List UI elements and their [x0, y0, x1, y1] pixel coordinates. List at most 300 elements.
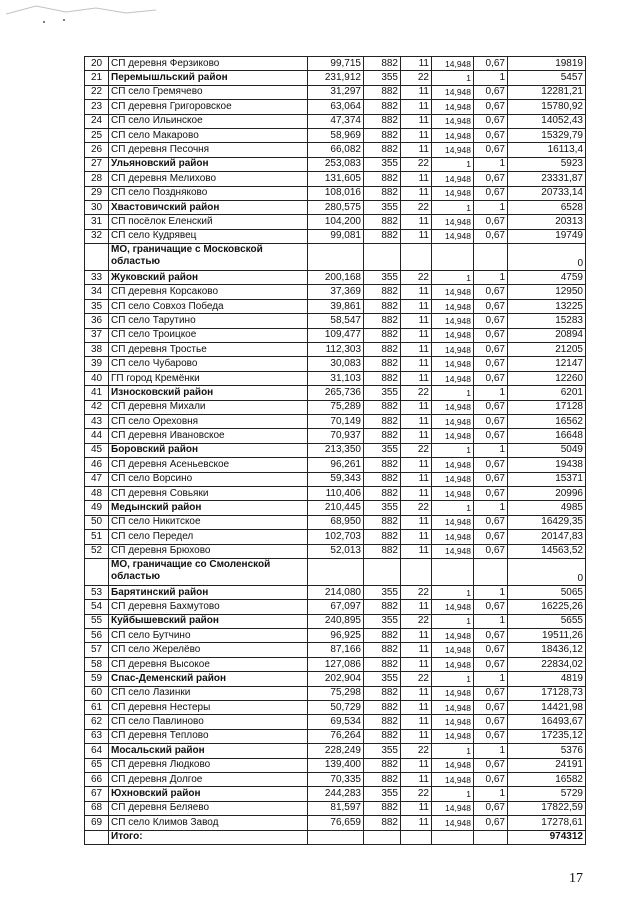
table-row	[85, 672, 586, 686]
cell-a: 99,081	[308, 229, 364, 243]
cell-total: 20996	[508, 486, 586, 500]
cell-a: 131,605	[308, 172, 364, 186]
cell-b: 355	[364, 672, 401, 686]
row-number: 24	[85, 114, 109, 128]
cell-c: 11	[401, 801, 432, 815]
row-number: 29	[85, 186, 109, 200]
row-name: СП село Павлиново	[109, 715, 308, 729]
cell-d: 14,948	[432, 486, 474, 500]
cell-total: 12147	[508, 357, 586, 371]
cell-c: 22	[401, 386, 432, 400]
cell-e: 0,67	[474, 758, 508, 772]
row-name: СП деревня Асеньевское	[109, 458, 308, 472]
cell-a: 200,168	[308, 271, 364, 285]
cell-e: 0,67	[474, 328, 508, 342]
cell-d: 14,948	[432, 357, 474, 371]
cell-b: 882	[364, 314, 401, 328]
cell-a: 231,912	[308, 71, 364, 85]
cell-e: 0,67	[474, 85, 508, 99]
cell-total: 16113,4	[508, 143, 586, 157]
cell-e: 1	[474, 386, 508, 400]
row-number: 28	[85, 172, 109, 186]
cell-b	[364, 558, 401, 585]
row-number: 35	[85, 299, 109, 313]
cell-d: 14,948	[432, 772, 474, 786]
cell-e: 0,67	[474, 544, 508, 558]
cell-c: 22	[401, 787, 432, 801]
row-name: Боровский район	[109, 443, 308, 457]
cell-total: 15329,79	[508, 128, 586, 142]
table-row	[85, 429, 586, 443]
row-name: Мосальский район	[109, 744, 308, 758]
row-number: 44	[85, 429, 109, 443]
cell-total: 17128,73	[508, 686, 586, 700]
cell-total: 0	[508, 244, 586, 271]
cell-d: 14,948	[432, 629, 474, 643]
cell-e: 0,67	[474, 114, 508, 128]
cell-e: 0,67	[474, 429, 508, 443]
total-row-num	[85, 830, 109, 844]
cell-b: 355	[364, 501, 401, 515]
row-number: 48	[85, 486, 109, 500]
row-number: 69	[85, 816, 109, 830]
row-number: 56	[85, 629, 109, 643]
cell-b: 882	[364, 343, 401, 357]
cell-d: 14,948	[432, 143, 474, 157]
cell-d: 14,948	[432, 314, 474, 328]
cell-d: 1	[432, 744, 474, 758]
cell-b: 882	[364, 128, 401, 142]
cell-e: 0,67	[474, 143, 508, 157]
table-row	[85, 343, 586, 357]
cell-d: 14,948	[432, 472, 474, 486]
row-number: 32	[85, 229, 109, 243]
cell-c: 11	[401, 57, 432, 71]
cell-total: 14563,52	[508, 544, 586, 558]
cell-c: 22	[401, 672, 432, 686]
cell-total: 14052,43	[508, 114, 586, 128]
cell-total: 15371	[508, 472, 586, 486]
row-number: 26	[85, 143, 109, 157]
row-number: 30	[85, 200, 109, 214]
cell-b: 882	[364, 229, 401, 243]
table-row	[85, 744, 586, 758]
row-name: СП деревня Михали	[109, 400, 308, 414]
cell-d: 14,948	[432, 299, 474, 313]
cell-c: 11	[401, 229, 432, 243]
cell-e: 0,67	[474, 229, 508, 243]
total-label: Итого:	[109, 830, 308, 844]
row-number: 23	[85, 100, 109, 114]
cell-d: 14,948	[432, 85, 474, 99]
row-name: СП село Ореховня	[109, 414, 308, 428]
cell-e: 0,67	[474, 701, 508, 715]
cell-d: 1	[432, 787, 474, 801]
cell-a: 213,350	[308, 443, 364, 457]
cell-total: 17822,59	[508, 801, 586, 815]
row-name: СП деревня Брюхово	[109, 544, 308, 558]
cell-b: 355	[364, 787, 401, 801]
cell-d: 14,948	[432, 229, 474, 243]
cell-a: 66,082	[308, 143, 364, 157]
row-name: СП деревня Людково	[109, 758, 308, 772]
cell-total: 23331,87	[508, 172, 586, 186]
cell-c: 11	[401, 701, 432, 715]
row-name: СП село Бутчино	[109, 629, 308, 643]
row-name: Хвастовичский район	[109, 200, 308, 214]
cell-c: 11	[401, 128, 432, 142]
table-row	[85, 501, 586, 515]
cell-e: 0,67	[474, 458, 508, 472]
cell-e: 1	[474, 443, 508, 457]
row-number: 45	[85, 443, 109, 457]
row-number: 52	[85, 544, 109, 558]
cell-a: 244,283	[308, 787, 364, 801]
row-number: 61	[85, 701, 109, 715]
row-number: 63	[85, 729, 109, 743]
row-number: 38	[85, 343, 109, 357]
row-number	[85, 558, 109, 585]
row-name: ГП город Кремёнки	[109, 371, 308, 385]
row-name: Юхновский район	[109, 787, 308, 801]
row-number: 51	[85, 530, 109, 544]
cell-a: 81,597	[308, 801, 364, 815]
cell-a: 109,477	[308, 328, 364, 342]
cell-b: 882	[364, 400, 401, 414]
table-row	[85, 215, 586, 229]
cell-a: 70,149	[308, 414, 364, 428]
cell-d: 14,948	[432, 816, 474, 830]
cell-b: 355	[364, 157, 401, 171]
cell-c: 11	[401, 643, 432, 657]
cell-b: 882	[364, 429, 401, 443]
row-number: 49	[85, 501, 109, 515]
row-number: 27	[85, 157, 109, 171]
row-name: МО, граничащие с Московской областью	[109, 244, 308, 271]
cell-c: 11	[401, 343, 432, 357]
cell-e: 0,67	[474, 215, 508, 229]
cell-e: 0,67	[474, 816, 508, 830]
row-name: СП село Макарово	[109, 128, 308, 142]
cell-c: 11	[401, 472, 432, 486]
cell-c: 11	[401, 172, 432, 186]
cell-c: 11	[401, 486, 432, 500]
cell-c: 22	[401, 614, 432, 628]
cell-e: 1	[474, 787, 508, 801]
cell-c: 11	[401, 85, 432, 99]
cell-e: 0,67	[474, 801, 508, 815]
row-number: 53	[85, 585, 109, 599]
cell-e: 0,67	[474, 299, 508, 313]
cell-a	[308, 558, 364, 585]
cell-d: 1	[432, 157, 474, 171]
cell-a: 99,715	[308, 57, 364, 71]
cell-a: 110,406	[308, 486, 364, 500]
cell-b: 882	[364, 186, 401, 200]
row-name: СП село Гремячево	[109, 85, 308, 99]
cell-e: 0,67	[474, 515, 508, 529]
table-row	[85, 686, 586, 700]
table-row	[85, 271, 586, 285]
row-name: Медынский район	[109, 501, 308, 515]
row-name: СП деревня Высокое	[109, 657, 308, 671]
row-name: СП деревня Долгое	[109, 772, 308, 786]
cell-b: 355	[364, 271, 401, 285]
row-name: СП деревня Бахмутово	[109, 600, 308, 614]
cell-e: 0,67	[474, 57, 508, 71]
cell-b: 882	[364, 530, 401, 544]
table-row	[85, 400, 586, 414]
cell-a: 75,298	[308, 686, 364, 700]
cell-total: 15780,92	[508, 100, 586, 114]
cell-b: 882	[364, 772, 401, 786]
cell-c: 22	[401, 501, 432, 515]
cell-b: 882	[364, 701, 401, 715]
table-row	[85, 114, 586, 128]
cell-c: 11	[401, 429, 432, 443]
cell-b: 355	[364, 386, 401, 400]
row-number: 36	[85, 314, 109, 328]
cell-d: 14,948	[432, 114, 474, 128]
cell-c: 11	[401, 186, 432, 200]
cell-total: 4985	[508, 501, 586, 515]
cell-total: 6201	[508, 386, 586, 400]
cell-b: 882	[364, 686, 401, 700]
cell-c: 11	[401, 299, 432, 313]
cell-a: 67,097	[308, 600, 364, 614]
cell-c: 11	[401, 357, 432, 371]
cell-e: 0,67	[474, 629, 508, 643]
cell-b: 355	[364, 744, 401, 758]
cell-c: 22	[401, 157, 432, 171]
row-number: 33	[85, 271, 109, 285]
cell-d: 1	[432, 200, 474, 214]
cell-d: 14,948	[432, 285, 474, 299]
row-number: 31	[85, 215, 109, 229]
group-header-row	[85, 244, 586, 271]
cell-a: 240,895	[308, 614, 364, 628]
row-name: СП деревня Совьяки	[109, 486, 308, 500]
cell-d: 14,948	[432, 57, 474, 71]
cell-a: 30,083	[308, 357, 364, 371]
cell-d: 14,948	[432, 400, 474, 414]
table-row	[85, 143, 586, 157]
cell-d: 1	[432, 71, 474, 85]
row-number: 65	[85, 758, 109, 772]
cell-c: 11	[401, 686, 432, 700]
row-number: 66	[85, 772, 109, 786]
cell-b: 882	[364, 357, 401, 371]
cell-d: 14,948	[432, 729, 474, 743]
cell-d: 14,948	[432, 544, 474, 558]
table-row	[85, 71, 586, 85]
cell-c	[401, 558, 432, 585]
cell-a: 127,086	[308, 657, 364, 671]
cell-e: 0,67	[474, 715, 508, 729]
cell-b: 882	[364, 215, 401, 229]
cell-total: 17235,12	[508, 729, 586, 743]
cell-c: 11	[401, 657, 432, 671]
table-row	[85, 229, 586, 243]
cell-b: 882	[364, 172, 401, 186]
cell-total: 12950	[508, 285, 586, 299]
cell-c: 11	[401, 414, 432, 428]
cell-total: 12260	[508, 371, 586, 385]
cell-total: 5065	[508, 585, 586, 599]
row-number: 64	[85, 744, 109, 758]
table-row	[85, 657, 586, 671]
table-row	[85, 157, 586, 171]
cell-d: 14,948	[432, 128, 474, 142]
row-name: Перемышльский район	[109, 71, 308, 85]
cell-e: 0,67	[474, 100, 508, 114]
cell-c: 22	[401, 200, 432, 214]
cell-b: 882	[364, 816, 401, 830]
cell-e	[474, 244, 508, 271]
cell-a: 210,445	[308, 501, 364, 515]
cell-d: 14,948	[432, 657, 474, 671]
cell-e: 0,67	[474, 128, 508, 142]
cell-b: 355	[364, 71, 401, 85]
cell-d: 14,948	[432, 172, 474, 186]
table-row	[85, 772, 586, 786]
table-row	[85, 729, 586, 743]
cell-d: 14,948	[432, 758, 474, 772]
row-number: 55	[85, 614, 109, 628]
table-row	[85, 600, 586, 614]
row-name: СП село Никитское	[109, 515, 308, 529]
cell-b: 882	[364, 629, 401, 643]
row-number: 54	[85, 600, 109, 614]
cell-d: 14,948	[432, 215, 474, 229]
cell-b: 882	[364, 729, 401, 743]
cell-total: 19819	[508, 57, 586, 71]
cell-e: 0,67	[474, 357, 508, 371]
cell-total: 16493,67	[508, 715, 586, 729]
cell-e: 0,67	[474, 285, 508, 299]
cell-c: 22	[401, 585, 432, 599]
row-number: 22	[85, 85, 109, 99]
row-name: СП деревня Песочня	[109, 143, 308, 157]
cell-b: 882	[364, 299, 401, 313]
cell-a: 108,016	[308, 186, 364, 200]
table-row	[85, 314, 586, 328]
table-row	[85, 200, 586, 214]
cell-e: 1	[474, 614, 508, 628]
table-row	[85, 472, 586, 486]
cell-total: 15283	[508, 314, 586, 328]
cell-c: 11	[401, 758, 432, 772]
cell-a: 253,083	[308, 157, 364, 171]
row-name: СП деревня Ферзиково	[109, 57, 308, 71]
cell-d: 1	[432, 585, 474, 599]
cell-b: 355	[364, 443, 401, 457]
cell-b: 355	[364, 200, 401, 214]
cell-total: 16225,26	[508, 600, 586, 614]
cell-a: 112,303	[308, 343, 364, 357]
cell-c: 22	[401, 271, 432, 285]
row-number: 46	[85, 458, 109, 472]
cell-a: 214,080	[308, 585, 364, 599]
cell-c: 11	[401, 314, 432, 328]
cell-d: 14,948	[432, 686, 474, 700]
cell-c: 11	[401, 715, 432, 729]
cell-d: 14,948	[432, 458, 474, 472]
row-name: СП деревня Григоровское	[109, 100, 308, 114]
cell-total: 4759	[508, 271, 586, 285]
cell-c: 11	[401, 400, 432, 414]
cell-total: 20894	[508, 328, 586, 342]
cell-a: 50,729	[308, 701, 364, 715]
cell-total: 19438	[508, 458, 586, 472]
cell-b: 882	[364, 801, 401, 815]
cell-b: 882	[364, 758, 401, 772]
table-row	[85, 585, 586, 599]
cell-d: 1	[432, 443, 474, 457]
cell-b: 882	[364, 143, 401, 157]
cell-e: 0,67	[474, 400, 508, 414]
cell-c: 11	[401, 143, 432, 157]
cell-e: 1	[474, 157, 508, 171]
cell-b: 882	[364, 100, 401, 114]
cell-c: 11	[401, 458, 432, 472]
cell-d	[432, 244, 474, 271]
table-row	[85, 299, 586, 313]
cell-e: 1	[474, 744, 508, 758]
cell-d: 14,948	[432, 429, 474, 443]
row-name: СП деревня Теплово	[109, 729, 308, 743]
cell-total: 19511,26	[508, 629, 586, 643]
cell-total: 24191	[508, 758, 586, 772]
cell-d: 14,948	[432, 600, 474, 614]
table-row	[85, 715, 586, 729]
table-row	[85, 414, 586, 428]
table-row	[85, 57, 586, 71]
cell-b: 882	[364, 371, 401, 385]
table-row	[85, 629, 586, 643]
cell-e: 0,67	[474, 172, 508, 186]
cell-b: 882	[364, 328, 401, 342]
row-number: 58	[85, 657, 109, 671]
row-name: Ульяновский район	[109, 157, 308, 171]
row-name: СП деревня Нестеры	[109, 701, 308, 715]
table-row	[85, 443, 586, 457]
cell-a: 102,703	[308, 530, 364, 544]
cell-a: 76,264	[308, 729, 364, 743]
table-row	[85, 172, 586, 186]
cell-b: 355	[364, 585, 401, 599]
row-name: Спас-Деменский район	[109, 672, 308, 686]
cell-total: 5729	[508, 787, 586, 801]
cell-total: 5376	[508, 744, 586, 758]
cell-total: 20733,14	[508, 186, 586, 200]
cell-d: 1	[432, 501, 474, 515]
page-number: 17	[569, 871, 583, 886]
row-number: 62	[85, 715, 109, 729]
row-name: Жуковский район	[109, 271, 308, 285]
table-row	[85, 371, 586, 385]
table-row	[85, 328, 586, 342]
cell-total: 21205	[508, 343, 586, 357]
cell-a: 63,064	[308, 100, 364, 114]
cell-d: 14,948	[432, 414, 474, 428]
row-name: СП село Поздняково	[109, 186, 308, 200]
cell-b: 882	[364, 544, 401, 558]
cell-d: 1	[432, 672, 474, 686]
cell-c: 11	[401, 629, 432, 643]
row-name: СП село Ворсино	[109, 472, 308, 486]
row-name: СП деревня Ивановское	[109, 429, 308, 443]
